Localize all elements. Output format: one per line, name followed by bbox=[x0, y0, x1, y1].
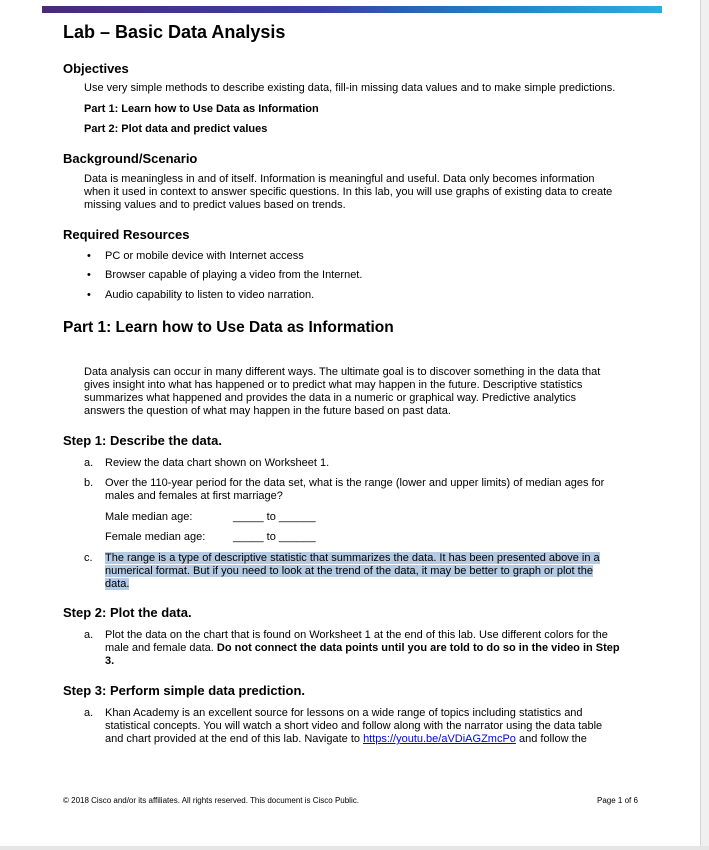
step3-line3-pre: and chart provided at the end of this lab. Navigate to bbox=[105, 733, 364, 745]
step2-item-a-line bbox=[105, 642, 620, 655]
part1-intro-line: summarizes what happened and provides the data in a numeric or graphical way. Predictive analytics bbox=[84, 392, 576, 404]
step2-item-a-line: 3. bbox=[105, 655, 115, 667]
step3-item-a-line bbox=[105, 733, 587, 746]
step2-item-a-line: Plot the data on the chart that is found on Worksheet 1 at the end of this lab. Use different colors for the bbox=[105, 629, 608, 641]
video-link[interactable]: https://youtu.be/aVDiAGZmcPo bbox=[363, 733, 516, 745]
footer-page-number: Page 1 of 6 bbox=[597, 796, 638, 805]
list-letter: a. bbox=[84, 629, 94, 641]
header-color-bar bbox=[42, 6, 662, 13]
step3-item-a-line: statistical concepts. You will watch a short video and follow along with the narrator using the data table bbox=[105, 720, 603, 732]
part1-intro-line: Data analysis can occur in many different ways. The ultimate goal is to discover something in the data that bbox=[84, 366, 601, 378]
bullet-icon: • bbox=[87, 250, 91, 262]
selected-text[interactable]: numerical format. But if you need to look at the trend of the data, it may be better to graph or plot the bbox=[105, 565, 593, 577]
step2-line2-normal: male and female data. bbox=[105, 642, 217, 654]
step1-item-c-line[interactable] bbox=[105, 565, 593, 578]
background-line: missing values and to predict values based on trends. bbox=[84, 199, 346, 211]
male-median-label: Male median age: bbox=[105, 511, 193, 523]
step2-heading: Step 2: Plot the data. bbox=[63, 605, 192, 620]
bullet-icon: • bbox=[87, 269, 91, 281]
step1-item-b-line: males and females at first marriage? bbox=[105, 490, 283, 502]
resources-heading: Required Resources bbox=[63, 227, 190, 242]
list-letter: c. bbox=[84, 552, 93, 564]
list-letter: a. bbox=[84, 457, 94, 469]
part1-intro-line: answers the question of what may happen in the future based on past data. bbox=[84, 405, 451, 417]
resource-item: Browser capable of playing a video from the Internet. bbox=[105, 269, 363, 281]
selected-text[interactable]: data. bbox=[105, 578, 130, 590]
step3-item-a-line: Khan Academy is an excellent source for lessons on a wide range of topics including statistics and bbox=[105, 707, 583, 719]
objectives-heading: Objectives bbox=[63, 61, 129, 76]
resource-item: PC or mobile device with Internet access bbox=[105, 250, 304, 262]
objectives-part1: Part 1: Learn how to Use Data as Information bbox=[84, 103, 319, 115]
part1-heading: Part 1: Learn how to Use Data as Information bbox=[63, 319, 394, 336]
bullet-icon: • bbox=[87, 289, 91, 301]
step1-item-c-line[interactable] bbox=[105, 578, 129, 591]
step1-item-c-line[interactable] bbox=[105, 552, 600, 565]
female-median-label: Female median age: bbox=[105, 531, 206, 543]
page-edge-bottom bbox=[0, 846, 709, 850]
step1-item-b-line: Over the 110-year period for the data set, what is the range (lower and upper limits) of median ages for bbox=[105, 477, 605, 489]
background-line: Data is meaningless in and of itself. Information is meaningful and useful. Data only becomes information bbox=[84, 173, 595, 185]
background-heading: Background/Scenario bbox=[63, 151, 198, 166]
footer-copyright: © 2018 Cisco and/or its affiliates. All rights reserved. This document is Cisco Public. bbox=[63, 796, 359, 805]
list-letter: a. bbox=[84, 707, 94, 719]
female-median-blank: _____ to ______ bbox=[233, 531, 316, 543]
step1-item-a: Review the data chart shown on Worksheet 1. bbox=[105, 457, 330, 469]
step2-line2-bold: Do not connect the data points until you are told to do so in the video in Step bbox=[216, 642, 620, 654]
page-title: Lab – Basic Data Analysis bbox=[63, 22, 286, 42]
selected-text[interactable]: The range is a type of descriptive statistic that summarizes the data. It has been presented above in a bbox=[105, 552, 600, 564]
step1-heading: Step 1: Describe the data. bbox=[63, 433, 222, 448]
objectives-part2: Part 2: Plot data and predict values bbox=[84, 123, 268, 135]
page-edge-right bbox=[700, 0, 709, 850]
part1-intro-line: gives insight into what has happened or to predict what may happen in the future. Descriptive statistics bbox=[84, 379, 583, 391]
step3-heading: Step 3: Perform simple data prediction. bbox=[63, 683, 305, 698]
step3-line3-post: and follow the bbox=[515, 733, 587, 745]
resource-item: Audio capability to listen to video narration. bbox=[105, 289, 315, 301]
background-line: when it used in context to answer specific questions. In this lab, you will use graphs of existing data to create bbox=[84, 186, 613, 198]
objectives-text: Use very simple methods to describe existing data, fill-in missing data values and to make simple predictions. bbox=[84, 82, 616, 94]
list-letter: b. bbox=[84, 477, 94, 489]
male-median-blank: _____ to ______ bbox=[233, 511, 316, 523]
